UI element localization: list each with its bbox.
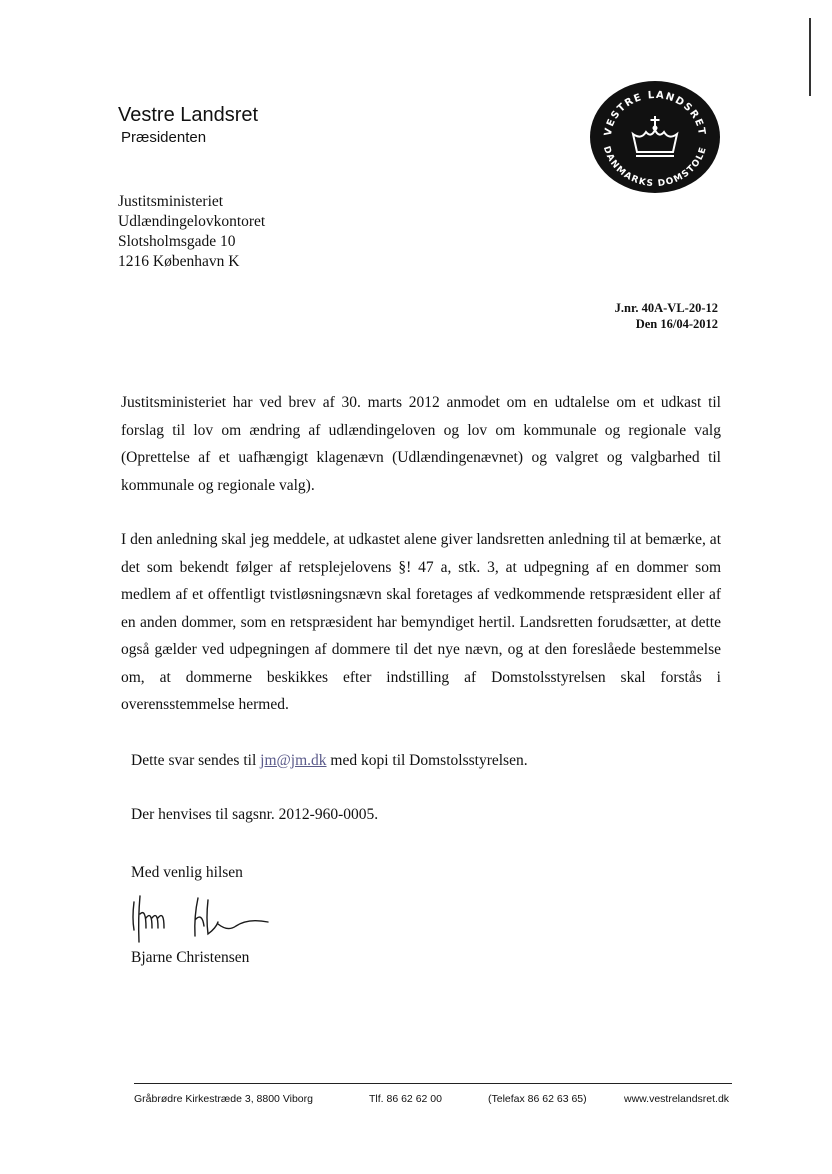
seal-top-text: VESTRE LANDSRET bbox=[602, 89, 708, 137]
court-seal-logo bbox=[589, 80, 721, 194]
contact-line bbox=[131, 752, 528, 770]
reference-block bbox=[615, 300, 718, 332]
signatory-name: Bjarne Christensen bbox=[131, 949, 250, 966]
footer-website-link[interactable]: www.vestrelandsret.dk bbox=[624, 1093, 730, 1105]
body-paragraph-2: I den anledning skal jeg meddele, at udkastet alene giver landsretten anledning til at bemærke, at det som bekendt følger af retsplejelovens §! 47 a, stk. 3, at udpegning af en dommer som medlem af et offentligt tvistløsningsnævn skal foretages af vedkommende retspræsident eller af en anden dommer, som en retspræsident har bemyndiget hertil. Landsretten forudsætter, at dette også gælder ved udpegningen af dommere til det nye nævn, og at den foreslåede bestemmelse om, at dommerne beskikkes efter indstilling af Domstolsstyrelsen skal forstås i overensstemmelse hermed. bbox=[121, 531, 721, 713]
scan-edge-mark bbox=[809, 18, 811, 96]
letter-date: Den 16/04-2012 bbox=[635, 317, 718, 331]
recipient-line: 1216 København K bbox=[118, 253, 240, 270]
footer-address: Gråbrødre Kirkestræde 3, 8800 Viborg bbox=[134, 1093, 313, 1105]
recipient-line: Slotsholmsgade 10 bbox=[118, 233, 236, 250]
recipient-line: Udlændingelovkontoret bbox=[118, 213, 266, 230]
contact-suffix: med kopi til Domstolsstyrelsen. bbox=[330, 752, 528, 769]
email-link[interactable]: jm@jm.dk bbox=[260, 752, 327, 769]
case-number: J.nr. 40A-VL-20-12 bbox=[614, 301, 718, 315]
office-title: Præsidenten bbox=[121, 129, 207, 146]
footer-divider bbox=[134, 1083, 732, 1084]
footer-fax: (Telefax 86 62 63 65) bbox=[488, 1093, 587, 1105]
handwritten-signature bbox=[124, 884, 274, 952]
court-name: Vestre Landsret bbox=[118, 104, 259, 126]
closing-greeting: Med venlig hilsen bbox=[131, 864, 243, 881]
recipient-address bbox=[118, 192, 265, 272]
footer-phone: Tlf. 86 62 62 00 bbox=[369, 1093, 442, 1105]
seal-bottom-text: DANMARKS DOMSTOLE bbox=[600, 145, 710, 190]
case-reference-line: Der henvises til sagsnr. 2012-960-0005. bbox=[131, 806, 379, 823]
recipient-line: Justitsministeriet bbox=[118, 193, 224, 210]
body-paragraph-1: Justitsministeriet har ved brev af 30. marts 2012 anmodet om en udtalelse om et udkast til forslag til lov om ændring af udlændingeloven og lov om kommunale og regionale valg (Oprettelse af et uafhængigt klagenævn (Udlændingenævnet) og valgret og valgbarhed til kommunale og regionale valg). bbox=[121, 394, 721, 494]
contact-prefix: Dette svar sendes til bbox=[131, 752, 257, 769]
